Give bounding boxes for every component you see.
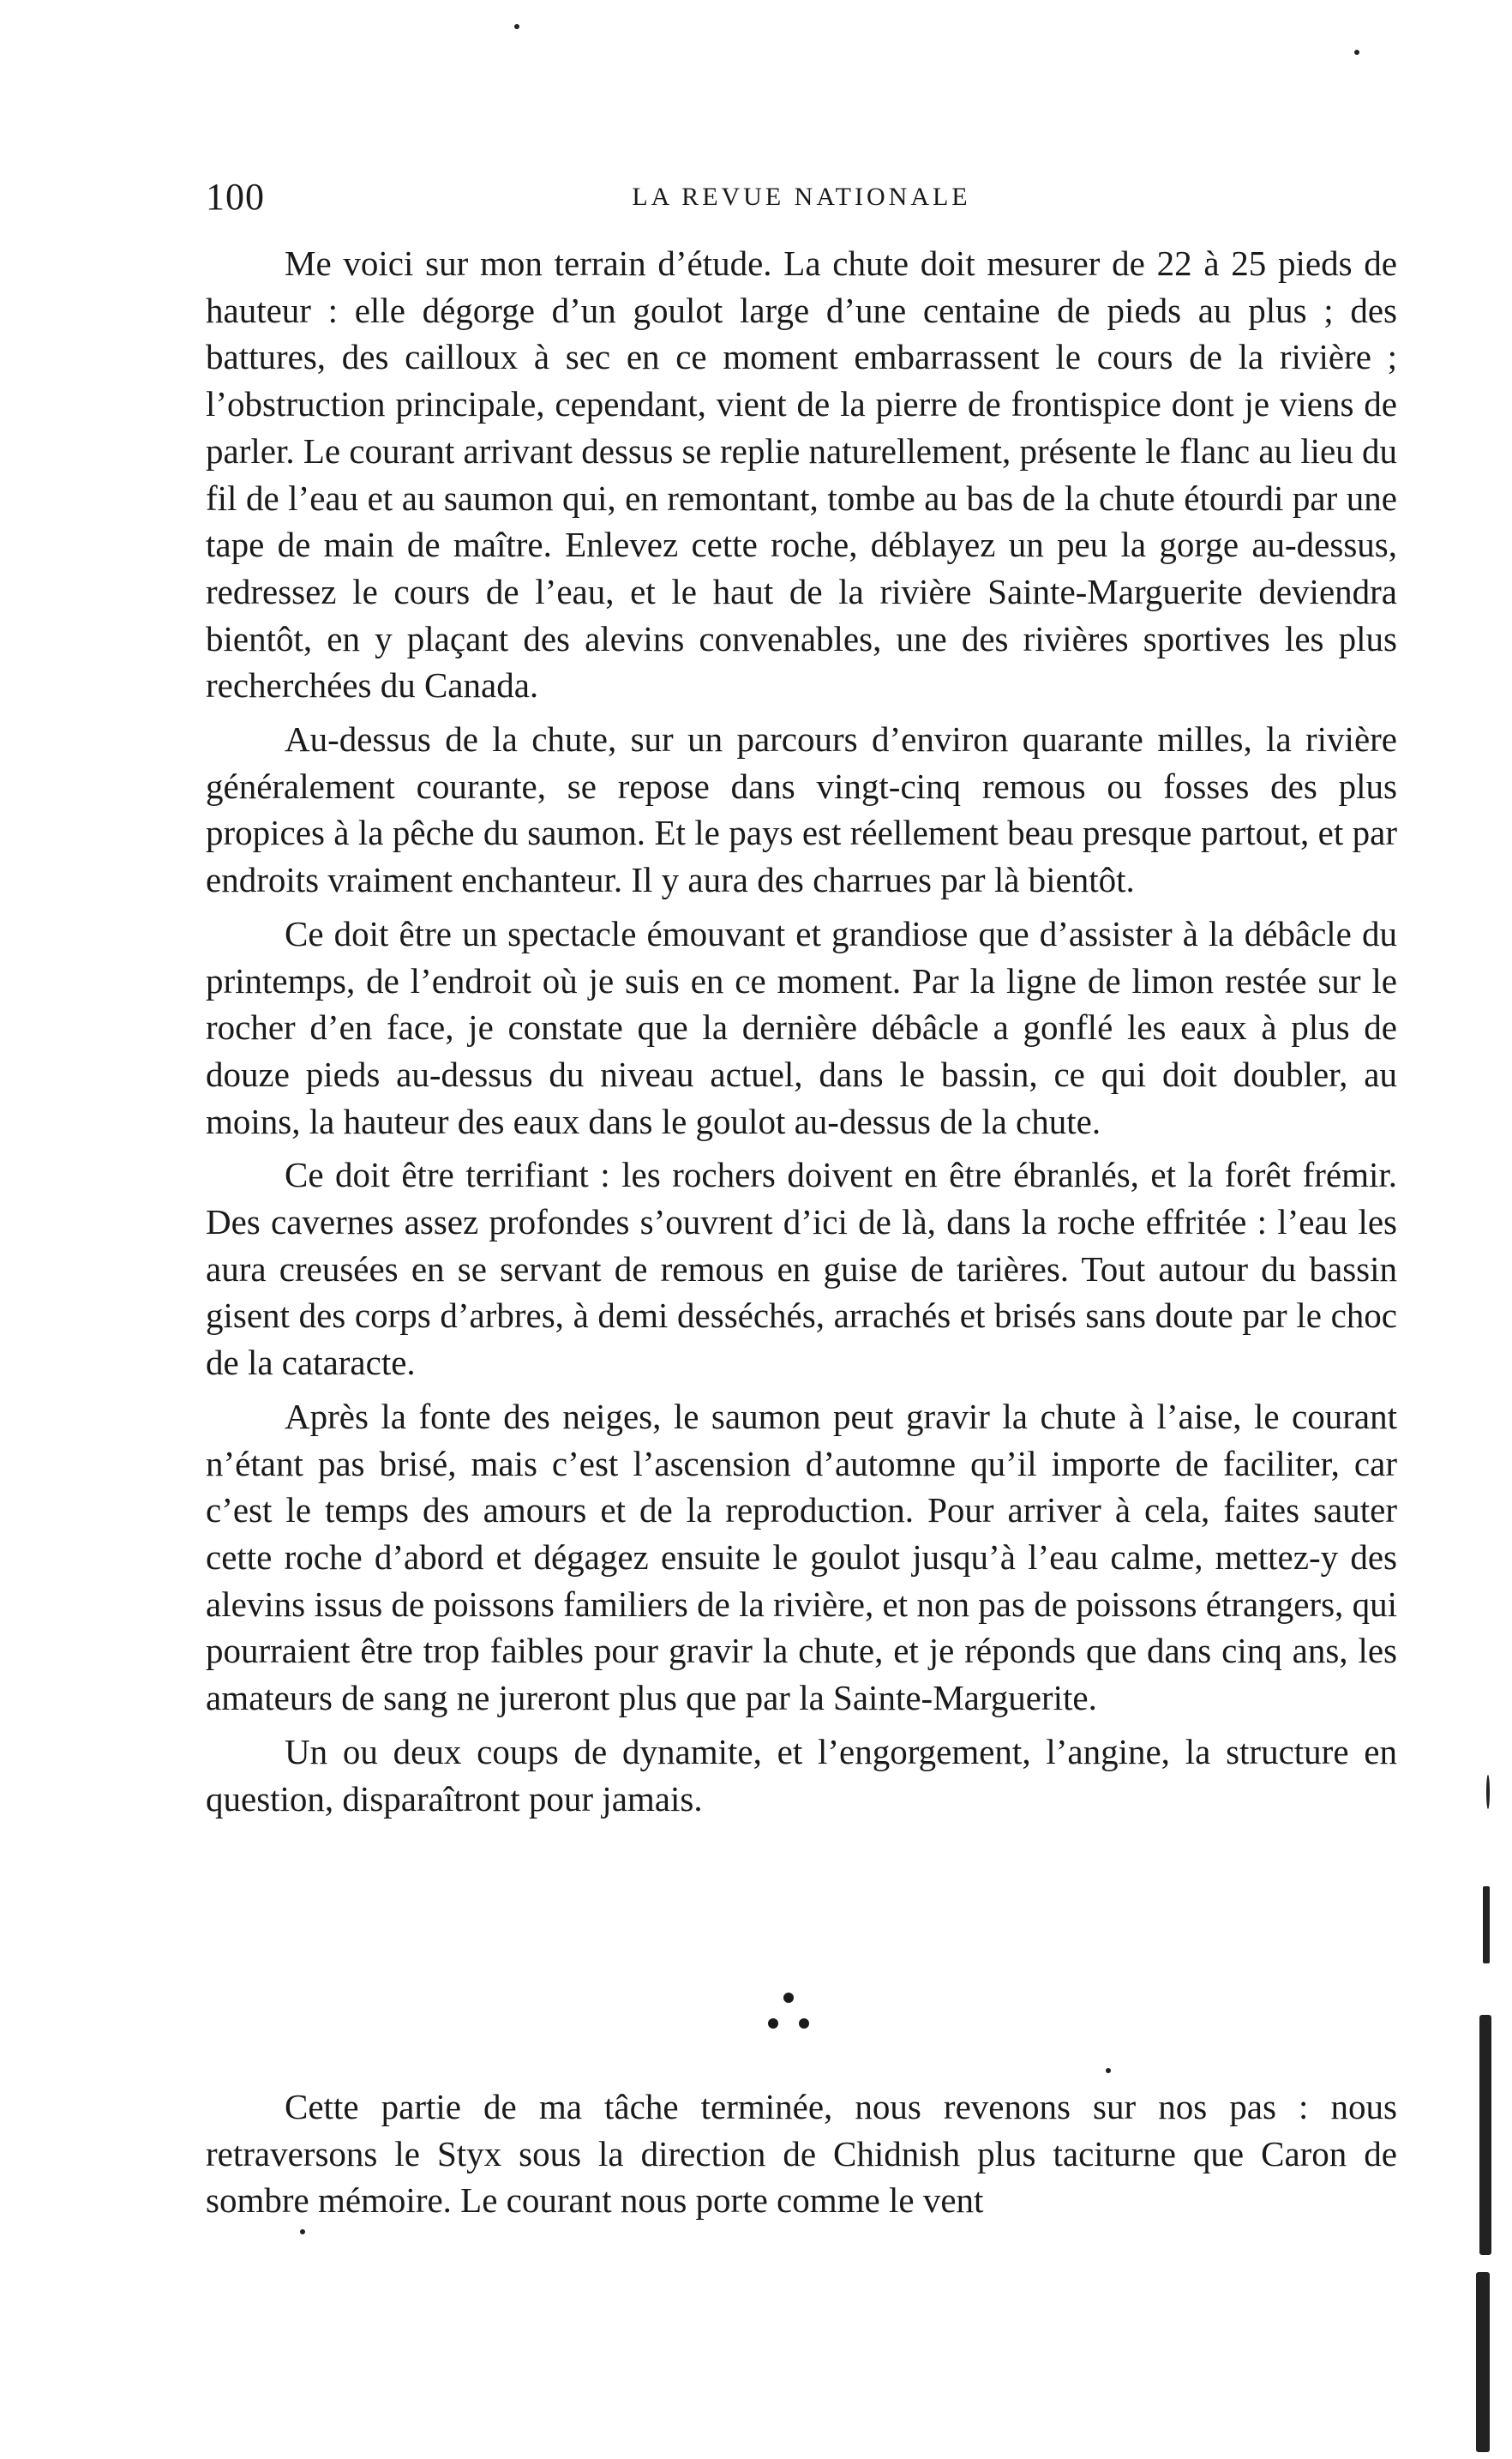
scan-speck (1106, 2068, 1111, 2073)
binding-edge-marks (1457, 1758, 1512, 2459)
running-head: LA REVUE NATIONALE (632, 183, 971, 211)
page-number: 100 (206, 176, 265, 218)
paragraph: Ce doit être terrifiant : les rochers doivent en être ébranlés, et la forêt frémir. Des cavernes assez profondes s’ouvrent d’ici de là, dans la roche effritée : l’eau les aura creusées en se servant de remous en guise de tarières. Tout autour du bassin gisent des corps d’arbres, à demi desséchés, arrachés et brisés sans doute par le choc de la cataracte. (206, 1155, 1397, 1383)
paragraph: Un ou deux coups de dynamite, et l’engorgement, l’angine, la structure en question, disparaîtront pour jamais. (206, 1731, 1397, 1819)
paragraph: Après la fonte des neiges, le saumon peut gravir la chute à l’aise, le courant n’étant pas brisé, mais c’est l’ascension d’automne qu’il importe de faciliter, car c’est le temps des amours et de la reproduction. Pour arriver à cela, faites sauter cette roche d’abord et dégagez ensuite le goulot jusqu’à l’eau calme, mettez-y des alevins issus de poissons familiers de la rivière, et non pas de poissons étrangers, qui pourraient être trop faibles pour gravir la chute, et je réponds que dans cinq ans, les amateurs de sang ne jureront plus que par la Sainte-Marguerite. (206, 1396, 1397, 1718)
paragraph: Au-dessus de la chute, sur un parcours d’environ quarante milles, la rivière généralement courante, se repose dans vingt-cinq remous ou fosses des plus propices à la pêche du saumon. Et le pays est réellement beau presque partout, et par endroits vraiment enchanteur. Il y aura des charrues par là bientôt. (206, 719, 1397, 900)
scan-speck (300, 2229, 305, 2234)
paragraph: Ce doit être un spectacle émouvant et grandiose que d’assister à la débâcle du printemps, de l’endroit où je suis en ce moment. Par la ligne de limon restée sur le rocher d’en face, je constate que la dernière débâcle a gonflé les eaux à plus de douze pieds au-dessus du niveau actuel, dans le bassin, ce qui doit doubler, au moins, la hauteur des eaux dans le goulot au-dessus de la chute. (206, 913, 1397, 1141)
page-header (206, 171, 1397, 223)
section-break-asterism (754, 1987, 823, 2039)
paragraph: Cette partie de ma tâche terminée, nous revenons sur nos pas : nous retraversons le Styx sous la direction de Chidnish plus taciturne que Caron de sombre mémoire. Le courant nous porte comme le vent (206, 2087, 1397, 2221)
body-text-continued (206, 2083, 1397, 2224)
body-text (206, 240, 1397, 1822)
scan-speck (514, 24, 519, 29)
scan-speck (1354, 50, 1359, 55)
paragraph: Me voici sur mon terrain d’étude. La chute doit mesurer de 22 à 25 pieds de hauteur : elle dégorge d’un goulot large d’une centaine de pieds au plus ; des battures, des cailloux à sec en ce moment embarrassent le cours de la rivière ; l’obstruction principale, cependant, vient de la pierre de frontispice dont je viens de parler. Le courant arrivant dessus se replie naturellement, présente le flanc au lieu du fil de l’eau et au saumon qui, en remontant, tombe au bas de la chute étourdi par une tape de main de maître. Enlevez cette roche, déblayez un peu la gorge au-dessus, redressez le cours de l’eau, et le haut de la rivière Sainte-Marguerite deviendra bientôt, en y plaçant des alevins convenables, une des rivières sportives les plus recherchées du Canada. (206, 243, 1397, 706)
